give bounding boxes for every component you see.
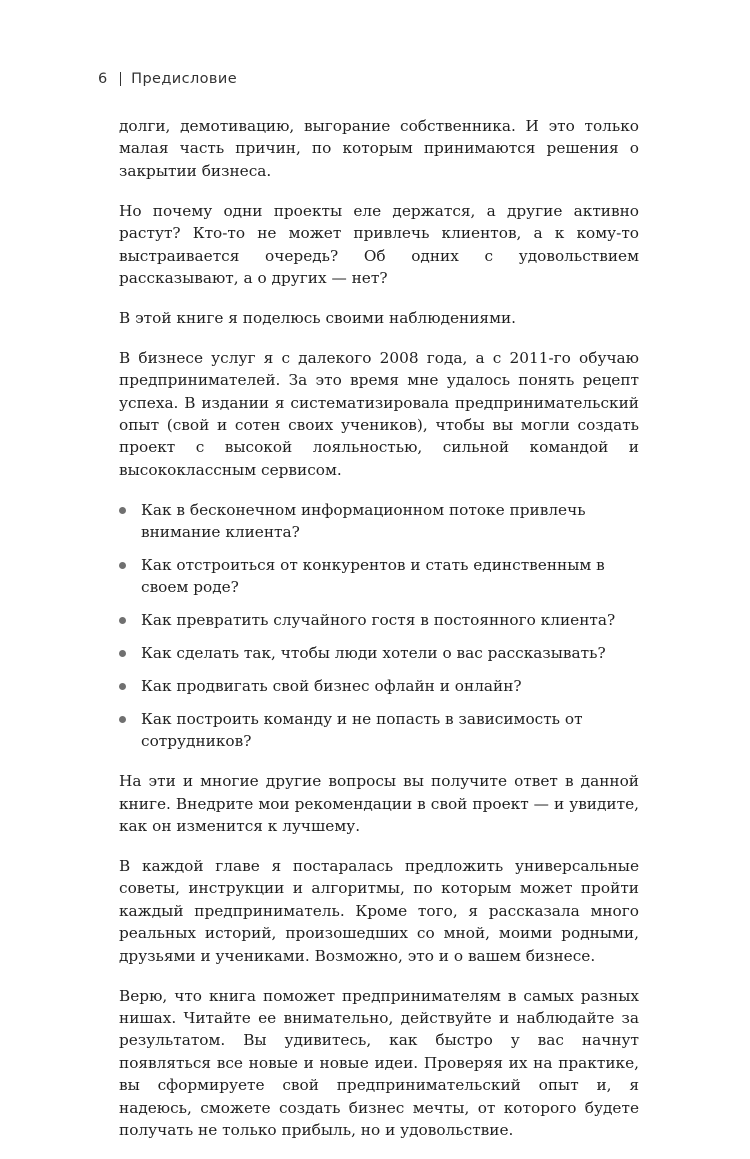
- list-item: [119, 609, 639, 631]
- bullet-icon: [119, 650, 126, 657]
- list-item: [119, 499, 639, 544]
- running-head: [98, 71, 237, 87]
- question-list: [119, 499, 639, 753]
- list-item: [119, 554, 639, 599]
- paragraph: долги, демотивацию, выгорание собственника. И это только малая часть причин, по которым принимаются решения о закрытии бизнеса.: [119, 117, 639, 180]
- paragraph: На эти и многие другие вопросы вы получите ответ в данной книге. Внедрите мои рекомендации в свой проект — и увидите, как он изменится к лучшему.: [119, 772, 639, 836]
- list-item-text: Как превратить случайного гостя в постоянного клиента?: [141, 611, 616, 630]
- list-item: [119, 642, 639, 664]
- paragraph: В этой книге я поделюсь своими наблюдениями.: [119, 308, 517, 327]
- page-body: [119, 115, 639, 1159]
- paragraph: В каждой главе я постаралась предложить универсальные советы, инструкции и алгоритмы, по которым может пройти каждый предприниматель. Кроме того, я рассказала много реальных историй, произошедших со мной, моими родными, друзьями и учениками. Возможно, это и о вашем бизнесе.: [119, 857, 639, 965]
- list-item-text: Как отстроиться от конкурентов и стать единственным в своем роде?: [141, 556, 605, 597]
- list-item-text: Как сделать так, чтобы люди хотели о вас рассказывать?: [141, 644, 606, 663]
- list-item: [119, 708, 639, 753]
- section-title: Предисловие: [131, 71, 238, 87]
- list-item-text: Как в бесконечном информационном потоке привлечь внимание клиента?: [141, 500, 586, 542]
- paragraph: Верю, что книга поможет предпринимателям в самых разных нишах. Читайте ее внимательно, действуйте и наблюдайте за результатом. Вы удивитесь, как быстро у вас начнут появляться все новые и новые идеи. Проверяя их на практике, вы сформируете свой предпринимательский опыт и, я надеюсь, сможете создать бизнес мечты, от которого будете получать не только прибыль, но и удовольствие.: [119, 986, 639, 1140]
- bullet-icon: [119, 617, 126, 624]
- bullet-icon: [119, 507, 126, 514]
- bullet-icon: [119, 716, 126, 723]
- list-item-text: Как построить команду и не попасть в зависимость от сотрудников?: [141, 710, 583, 751]
- header-divider: [120, 72, 122, 86]
- page-number: 6: [98, 71, 108, 87]
- list-item-text: Как продвигать свой бизнес офлайн и онлайн?: [141, 677, 522, 696]
- paragraph: Но почему одни проекты еле держатся, а другие активно растут? Кто-то не может привлечь клиентов, а к кому-то выстраивается очередь? Об одних с удовольствием рассказывают, а о других — нет?: [119, 201, 639, 287]
- bullet-icon: [119, 562, 126, 569]
- list-item: [119, 675, 639, 697]
- bullet-icon: [119, 683, 126, 690]
- paragraph: В бизнесе услуг я с далекого 2008 года, а с 2011-го обучаю предпринимателей. За это время мне удалось понять рецепт успеха. В издании я систематизировала предпринимательский опыт (свой и сотен своих учеников), чтобы вы могли создать проект с высокой лояльностью, сильной командой и высококлассным сервисом.: [119, 348, 639, 479]
